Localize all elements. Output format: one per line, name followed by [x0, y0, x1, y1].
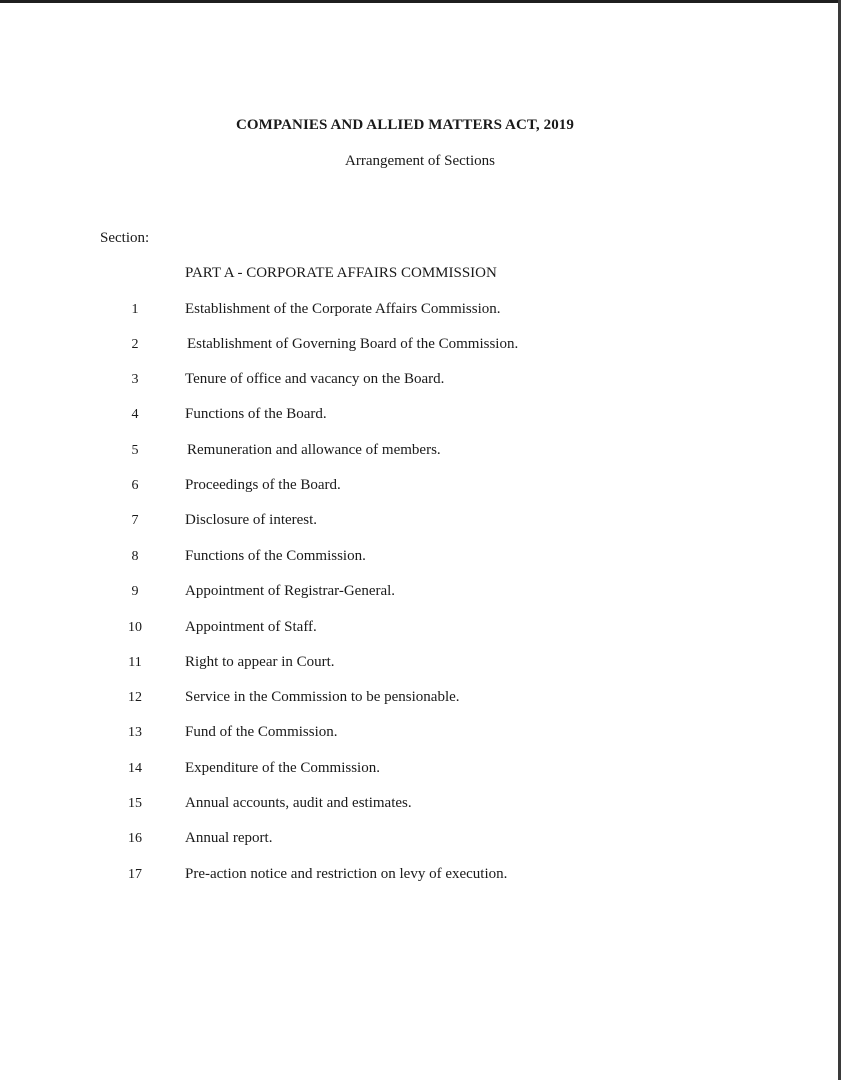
section-column-heading: Section:: [100, 230, 150, 246]
section-title: Functions of the Board.: [185, 406, 327, 422]
section-title: Remuneration and allowance of members.: [187, 442, 441, 458]
section-title: Annual report.: [185, 830, 273, 846]
section-number: 14: [128, 761, 142, 776]
section-title: Service in the Commission to be pensionable.: [185, 689, 460, 705]
section-title: Annual accounts, audit and estimates.: [185, 795, 412, 811]
toc-row: [0, 371, 840, 391]
section-title: Pre-action notice and restriction on levy of execution.: [185, 866, 508, 882]
section-number: 6: [131, 478, 139, 493]
section-number: 12: [128, 690, 142, 705]
toc-row: [0, 795, 840, 815]
section-title: Proceedings of the Board.: [185, 477, 341, 493]
toc-row: [0, 760, 840, 780]
section-number: 4: [131, 407, 139, 422]
toc-row: [0, 548, 840, 568]
document-title: COMPANIES AND ALLIED MATTERS ACT, 2019: [235, 117, 574, 133]
toc-row: [0, 689, 840, 709]
page-top-edge: [0, 0, 841, 3]
section-number: 3: [131, 372, 139, 387]
section-title: Appointment of Registrar-General.: [185, 583, 396, 599]
section-title: Tenure of office and vacancy on the Board.: [185, 371, 445, 387]
section-title: Functions of the Commission.: [185, 548, 366, 564]
toc-row: [0, 830, 840, 850]
toc-row: [0, 406, 840, 426]
section-number: 5: [131, 443, 139, 458]
toc-row: [0, 654, 840, 674]
section-number: 8: [131, 549, 139, 564]
section-title: Expenditure of the Commission.: [185, 760, 380, 776]
toc-row: [0, 512, 840, 532]
part-heading: PART A - CORPORATE AFFAIRS COMMISSION: [185, 265, 497, 281]
section-number: 9: [131, 584, 139, 599]
section-number: 16: [128, 831, 142, 846]
toc-row: [0, 301, 840, 321]
document-subtitle: Arrangement of Sections: [345, 153, 495, 169]
section-title: Establishment of Governing Board of the Commission.: [187, 336, 519, 352]
toc-row: [0, 583, 840, 603]
section-title: Disclosure of interest.: [185, 512, 318, 528]
section-title: Appointment of Staff.: [185, 619, 317, 635]
section-title: Right to appear in Court.: [185, 654, 335, 670]
section-title: Establishment of the Corporate Affairs Commission.: [185, 301, 501, 317]
section-number: 10: [128, 620, 142, 635]
section-number: 2: [131, 337, 139, 352]
toc-row: [0, 866, 840, 886]
section-number: 11: [128, 655, 142, 670]
section-number: 15: [128, 796, 142, 811]
section-number: 1: [131, 302, 139, 317]
toc-row: [0, 724, 840, 744]
toc-row: [0, 477, 840, 497]
toc-row: [0, 619, 840, 639]
toc-row: [0, 442, 840, 462]
section-number: 13: [128, 725, 142, 740]
section-title: Fund of the Commission.: [185, 724, 338, 740]
section-number: 17: [128, 867, 142, 882]
toc-row: [0, 336, 840, 356]
section-number: 7: [131, 513, 139, 528]
